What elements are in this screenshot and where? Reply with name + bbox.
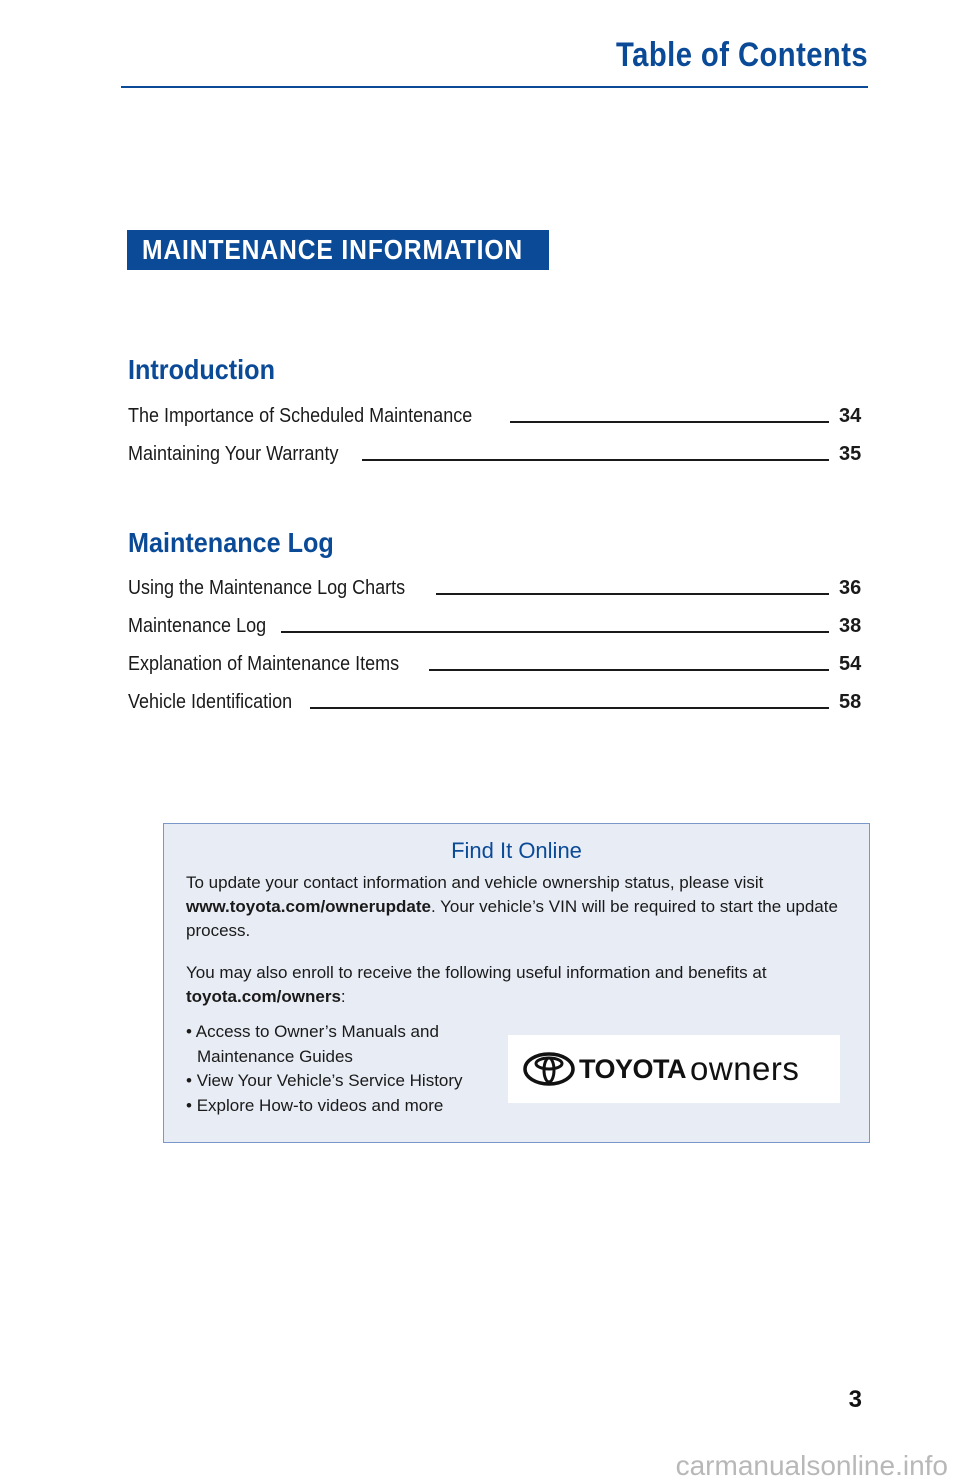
paragraph-text: : — [340, 987, 346, 1006]
list-item: • View Your Vehicle’s Service History — [186, 1069, 506, 1094]
toc-leader-line — [362, 459, 829, 461]
toc-leader-line — [281, 631, 829, 633]
toc-entry-label: Vehicle Identification — [128, 691, 293, 713]
toc-entry-label: The Importance of Scheduled Maintenance — [128, 405, 473, 427]
toc-entry[interactable] — [128, 608, 861, 638]
toyota-owners-logo — [508, 1035, 840, 1103]
section-banner-label: MAINTENANCE INFORMATION — [141, 234, 524, 265]
list-item: • Access to Owner’s Manuals and Maintenance Guides — [186, 1020, 506, 1069]
list-item: • Explore How-to videos and more — [186, 1094, 506, 1119]
toc-entry-page: 36 — [839, 577, 862, 599]
toc-entry-page: 54 — [839, 653, 862, 675]
toc-entry-label: Using the Maintenance Log Charts — [128, 577, 406, 599]
section-banner — [127, 230, 549, 270]
owners-link[interactable]: toyota.com/owners — [186, 987, 341, 1006]
toc-entry[interactable] — [128, 684, 861, 714]
logo-wordmark: TOYOTA — [579, 1053, 687, 1084]
page-title: Table of Contents — [615, 36, 868, 74]
toc-entry-label: Maintenance Log — [128, 615, 267, 637]
ownerupdate-link[interactable]: www.toyota.com/ownerupdate — [186, 897, 431, 916]
find-it-online-box — [163, 823, 870, 1143]
toc-leader-line — [510, 421, 829, 423]
toc-leader-line — [310, 707, 829, 709]
toc-entry[interactable] — [128, 398, 861, 428]
toyota-emblem-icon — [523, 1052, 575, 1086]
benefits-list — [186, 1020, 506, 1118]
toc-entry[interactable] — [128, 570, 861, 600]
toc-entry[interactable] — [128, 436, 861, 466]
toc-entry-page: 58 — [839, 691, 862, 713]
toc-heading-maintenance-log: Maintenance Log — [128, 527, 334, 558]
toc-entry-label: Maintaining Your Warranty — [128, 443, 339, 465]
paragraph-text: To update your contact information and vehicle ownership status, please visit — [186, 873, 764, 892]
toc-entry-page: 34 — [839, 405, 862, 427]
header-divider — [121, 86, 868, 88]
watermark: carmanualsonline.info — [675, 1450, 948, 1481]
logo-owners-text: owners — [690, 1050, 800, 1087]
find-it-online-title: Find It Online — [451, 838, 582, 863]
toc-leader-line — [429, 669, 829, 671]
toc-leader-line — [436, 593, 829, 595]
toc-entry-page: 35 — [839, 443, 862, 465]
toc-entry[interactable] — [128, 646, 861, 676]
paragraph-text: You may also enroll to receive the following useful information and benefits at — [186, 963, 767, 982]
ownerupdate-paragraph — [186, 871, 851, 943]
toc-entry-page: 38 — [839, 615, 862, 637]
toc-entry-label: Explanation of Maintenance Items — [128, 653, 400, 675]
page-number: 3 — [848, 1386, 862, 1413]
paragraph-text: . Your vehicle’s VIN will be required to start the update process. — [186, 897, 838, 940]
toc-heading-introduction: Introduction — [128, 354, 275, 385]
enroll-paragraph — [186, 961, 851, 1009]
